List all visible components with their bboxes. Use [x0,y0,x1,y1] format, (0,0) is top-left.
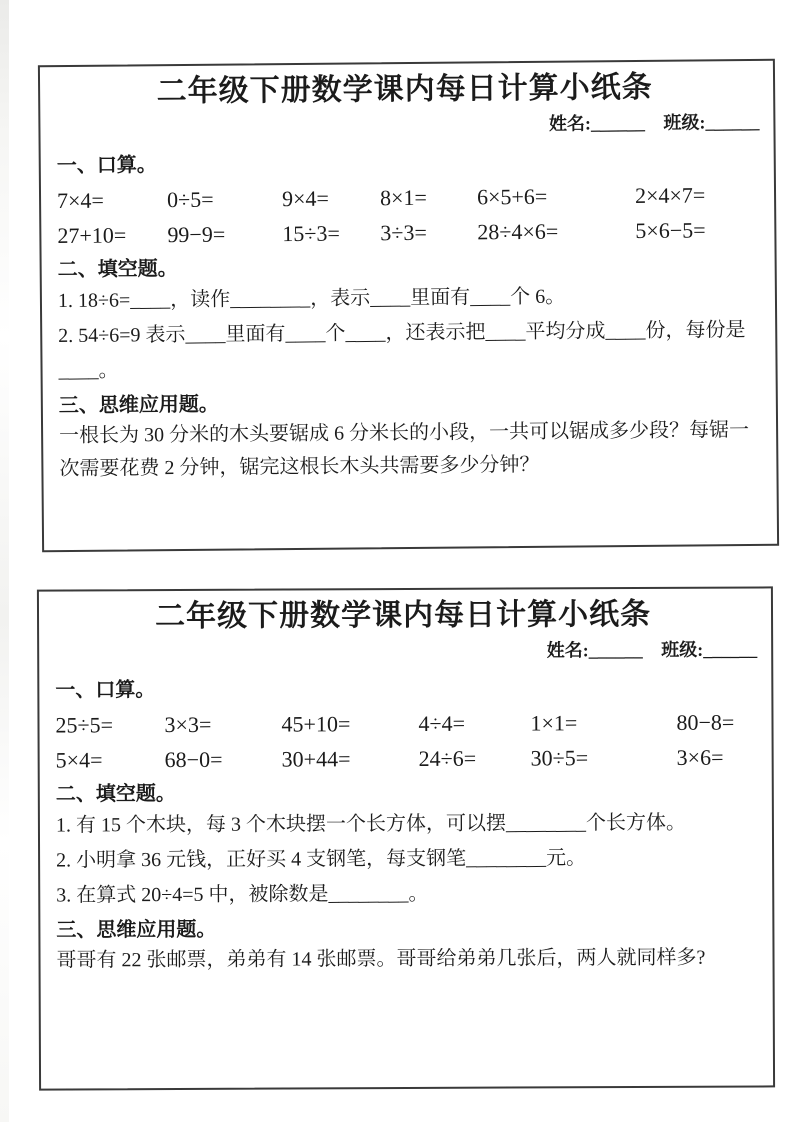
oral-problem: 0÷5= [166,186,214,213]
oral-problems-row-1 [55,704,751,742]
oral-problem: 24÷6= [418,745,477,771]
fill-item: 1. 有 15 个木块，每 3 个木块摆一个长方体，可以摆________个长方体。 [55,811,686,837]
oral-problems-row-2 [57,212,754,253]
oral-problem: 3×3= [164,711,212,738]
oral-problem: 2×4×7= [634,182,706,209]
oral-problem: 6×5+6= [476,183,548,210]
oral-problem: 25÷5= [55,712,114,738]
oral-problem: 30+44= [281,746,351,772]
student-info-line [55,637,757,664]
oral-problem: 3÷3= [380,219,427,246]
section-header-fill: 二、填空题。 [57,258,178,282]
fill-item: 1. 18÷6=____，读作________，表示____里面有____个 6。 [57,285,566,313]
oral-problem: 45+10= [281,711,351,737]
class-field-blank: 班级:______ [663,111,760,133]
section-header-word: 三、思维应用题。 [58,393,219,418]
oral-problem: 5×6−5= [635,217,706,244]
worksheet-card-2 [37,586,775,1090]
worksheet-card-1 [38,59,779,552]
oral-problem: 80−8= [676,709,735,735]
oral-problem: 5×4= [55,747,103,773]
oral-problem: 15÷3= [282,220,340,247]
oral-problem: 1×1= [530,710,578,736]
fill-item: 3. 在算式 20÷4=5 中，被除数是________。 [56,882,429,907]
word-problem: 一根长为 30 分米的木头要锯成 6 分米长的小段，一共可以锯成多少段？每锯一次需要花费 2 分钟，锯完这根长木头共需要多少分钟？ [59,419,750,481]
scan-edge-artifact [0,0,9,1122]
oral-problems-row-2 [56,739,752,777]
oral-problem: 3×6= [676,744,724,770]
worksheet-title: 二年级下册数学课内每日计算小纸条 [154,597,652,634]
oral-problem: 28÷4×6= [477,218,559,245]
section-header-oral: 一、口算。 [55,679,156,702]
word-problem: 哥哥有 22 张邮票，弟弟有 14 张邮票。哥哥给弟弟几张后，两人就同样多? [56,946,706,972]
worksheet-title: 二年级下册数学课内每日计算小纸条 [156,70,653,109]
section-header-fill: 二、填空题。 [55,783,176,806]
oral-problem: 9×4= [281,185,329,212]
oral-problem: 27+10= [57,222,127,249]
name-field-blank: 姓名:______ [548,112,646,134]
section-header-word: 三、思维应用题。 [56,918,217,942]
student-info-line [56,110,759,140]
oral-problem: 4÷4= [418,710,466,736]
oral-problem: 68−0= [164,746,223,773]
class-field-blank: 班级:______ [661,639,758,660]
oral-problem: 7×4= [56,187,105,214]
name-field-blank: 姓名:______ [546,639,643,661]
fill-item: 2. 54÷6=9 表示____里面有____个____，还表示把____平均分成____份，每份是____。 [58,319,746,383]
oral-problem: 99−9= [167,221,226,248]
oral-problem: 30÷5= [530,745,589,771]
section-header-oral: 一、口算。 [56,154,157,178]
fill-item: 2. 小明拿 36 元钱，正好买 4 支钢笔，每支钢笔________元。 [56,847,587,872]
oral-problem: 8×1= [379,184,427,211]
